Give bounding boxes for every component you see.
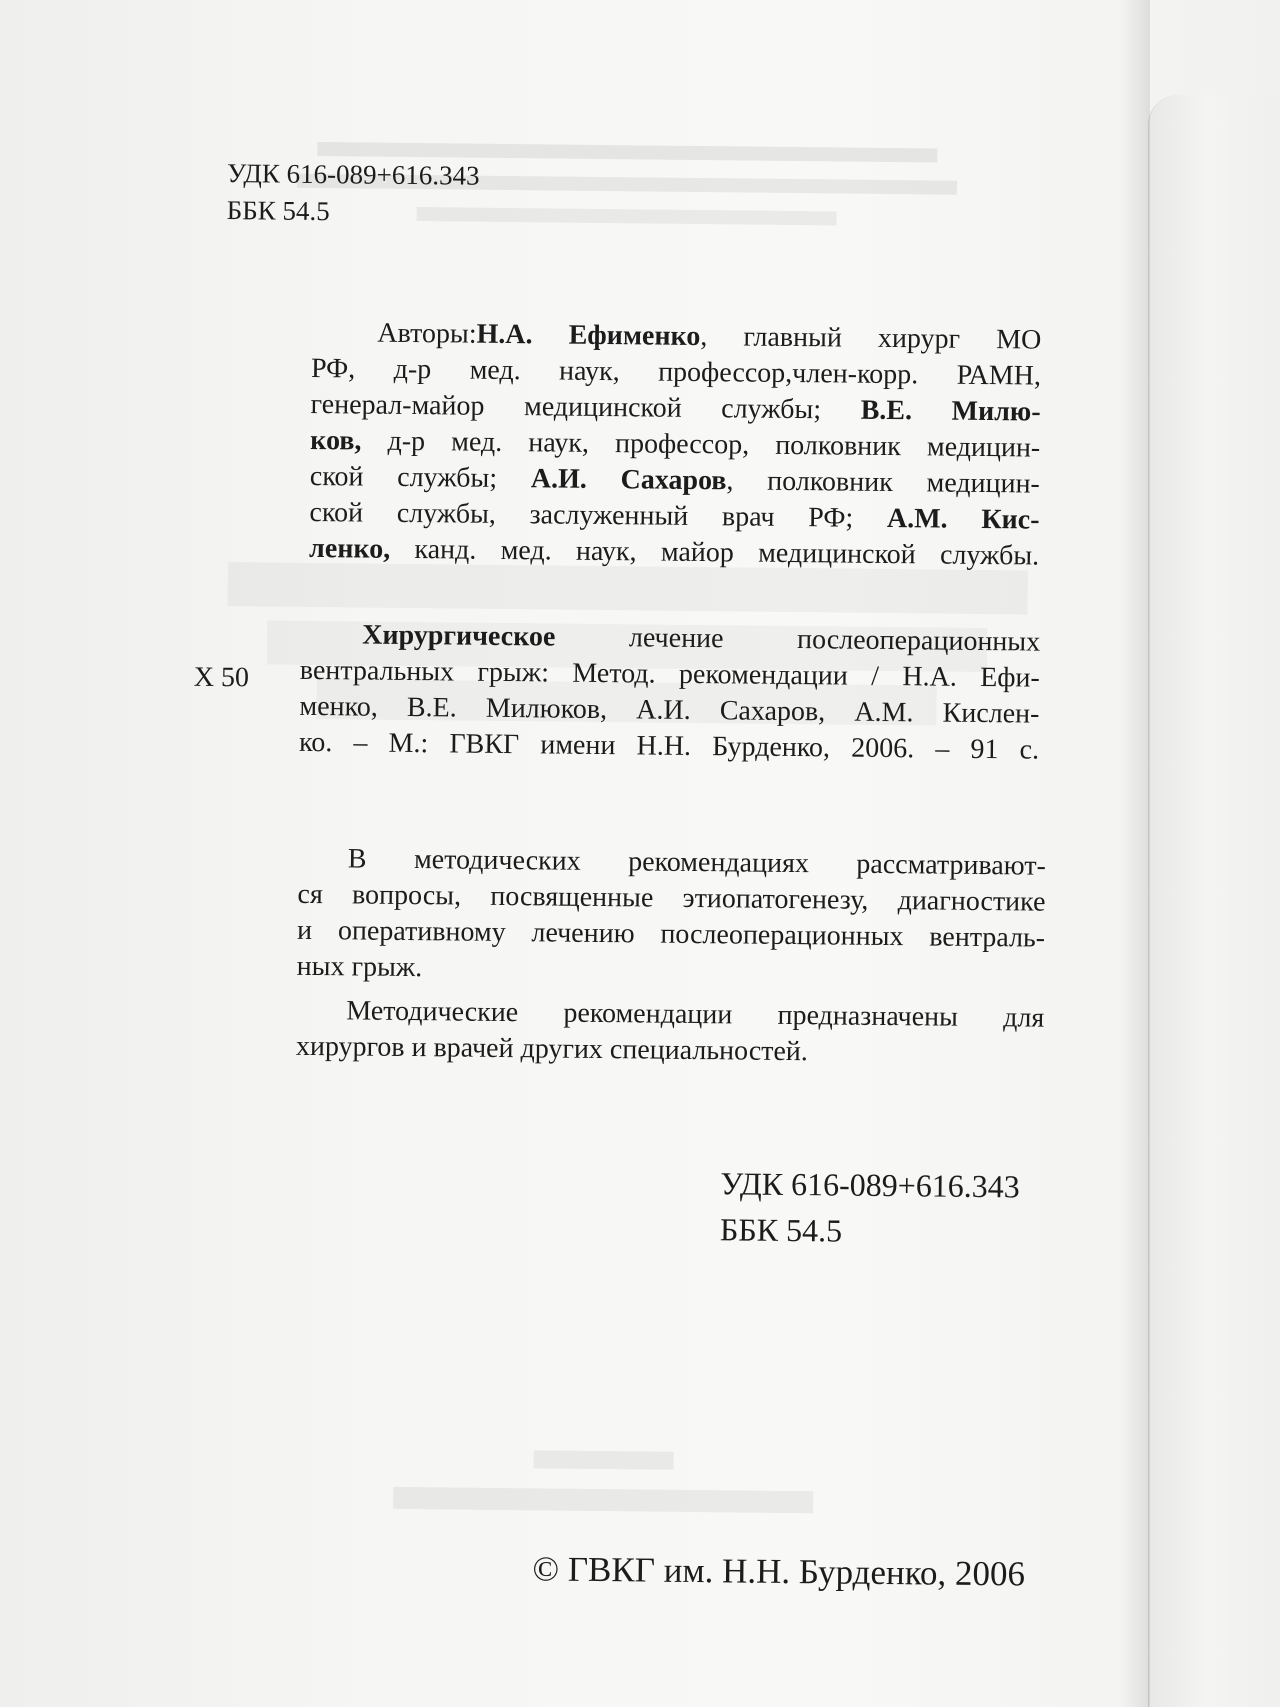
show-through-imprint — [383, 1443, 824, 1528]
bold-run: Н.А. Ефименко — [476, 318, 701, 353]
authors-block — [309, 315, 1042, 575]
abstract-line: В методических рекомендациях рассматривают- — [347, 843, 1047, 882]
bold-run: ков, — [310, 424, 362, 457]
catalog-entry — [299, 617, 1040, 769]
abstract — [296, 841, 1046, 1073]
bold-run: В.Е. Милю- — [860, 394, 1041, 428]
text-run: генерал-майор медицинской службы; — [310, 388, 861, 426]
bbk-code-bottom: ББК 54.5 — [719, 1211, 843, 1249]
abstract-line: Методические рекомендации предназначены для — [346, 995, 1045, 1034]
abstract-line: ся вопросы, посвященные этиопатогенезу, диагностике — [297, 878, 1046, 918]
copyright-line: © ГВКГ им. Н.Н. Бурденко, 2006 — [532, 1549, 1026, 1594]
text-run: ской службы; — [309, 460, 532, 495]
text-run: вентральных грыж: Метод. рекомендации / Н.А. Ефи- — [299, 654, 1040, 694]
udk-code-top: УДК 616-089+616.343 — [226, 158, 480, 191]
text-run: Авторы: — [377, 317, 477, 350]
text-run: лечение послеоперационных — [555, 621, 1041, 658]
bbk-code-top: ББК 54.5 — [226, 195, 330, 227]
text-run: канд. мед. наук, майор медицинской службы. — [390, 533, 1040, 572]
abstract-line: хирургов и врачей других специальностей. — [295, 1030, 809, 1068]
bold-run: А.И. Сахаров — [530, 463, 727, 497]
text-run: РФ, д-р мед. наук, профессор,член-корр. РАМН, — [310, 352, 1042, 392]
text-run: ской службы, заслуженный врач РФ; — [309, 496, 888, 534]
text-run: , полковник медицин- — [726, 465, 1041, 500]
catalog-code: Х 50 — [193, 661, 250, 694]
text-run: д-р мед. наук, профессор, полковник медицин- — [361, 425, 1041, 464]
abstract-line: и оперативному лечению послеоперационных вентраль- — [296, 914, 1046, 954]
udk-code-bottom: УДК 616-089+616.343 — [720, 1165, 1020, 1205]
text-run: ко. – М.: ГВКГ имени Н.Н. Бурденко, 2006. – 91 с. — [298, 726, 1040, 766]
bold-run: А.М. Кис- — [886, 502, 1040, 536]
bold-run: Хирургическое — [362, 619, 556, 653]
bold-run: ленко, — [308, 532, 391, 565]
catalog-line — [299, 725, 1039, 769]
abstract-line: ных грыж. — [296, 950, 423, 984]
text-run: менко, В.Е. Милюков, А.И. Сахаров, А.М. Кислен- — [299, 690, 1040, 730]
show-through-header — [276, 132, 977, 269]
authors-line — [309, 531, 1039, 575]
text-run: , главный хирург МО — [700, 321, 1042, 356]
